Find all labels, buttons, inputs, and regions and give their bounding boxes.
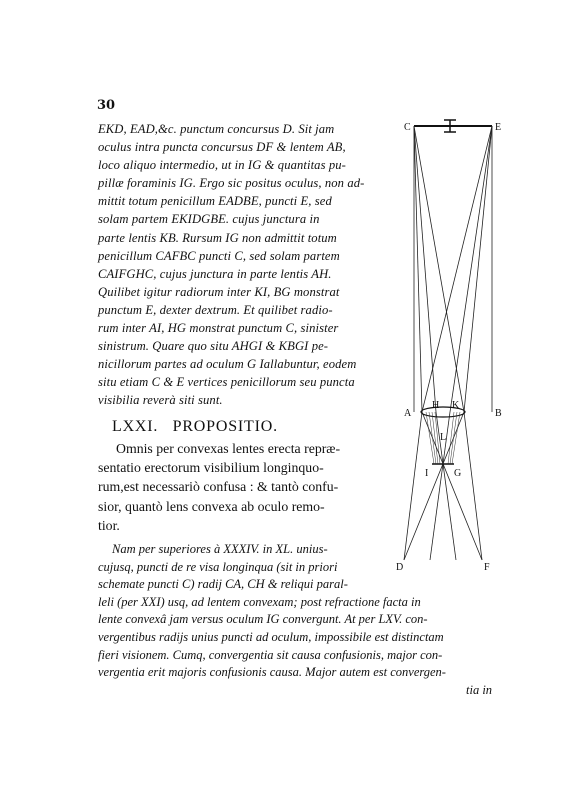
text-line: Nam per superiores à XXXIV. in XL. unius- <box>112 542 328 556</box>
text-line: punctum E, dexter dextrum. Et quilibet radio- <box>98 302 333 317</box>
text-line: parte lentis KB. Rursum IG non admittit totum <box>98 230 337 245</box>
label-h: H <box>432 400 440 411</box>
text-line: leli (per XXI) usq, ad lentem convexam; post refractione facta in <box>98 594 421 609</box>
text-line: CAIFGHC, cujus junctura in parte lentis AH. <box>98 266 332 281</box>
label-g: G <box>454 468 462 479</box>
label-i: I <box>425 468 429 479</box>
text-line: lente convexâ jam versus oculum IG convergunt. At per LXV. con- <box>98 612 428 627</box>
italic-paragraph <box>98 120 402 410</box>
text-line: tior. <box>98 517 120 533</box>
text-line: rum inter AI, HG monstrat punctum C, sinister <box>98 321 339 336</box>
text-line: tia in <box>466 682 493 697</box>
text-line: situ etiam C & E vertices penicillorum seu puncta <box>98 375 355 390</box>
text-line: fieri visionem. Cumq, convergentia sit causa confusionis, major con- <box>98 647 443 662</box>
ray-lines <box>404 126 492 560</box>
label-k: K <box>452 400 460 411</box>
label-a: A <box>404 408 412 419</box>
text-line: Quilibet igitur radiorum inter KI, BG monstrat <box>98 284 340 299</box>
label-e: E <box>495 122 502 133</box>
text-line: sentatio erectorum visibilium longinquo- <box>98 460 324 476</box>
text-line: EKD, EAD,&c. punctum concursus D. Sit jam <box>98 122 335 136</box>
text-line: solam partem EKIDGBE. cujus junctura in <box>98 212 320 227</box>
text-line: visibilia reverà siti sunt. <box>98 393 223 408</box>
label-d: D <box>396 562 404 573</box>
proposition-title: PROPOSITIO. <box>172 418 278 435</box>
proposition-statement <box>98 439 428 535</box>
label-c: C <box>404 122 411 133</box>
text-line: sinistrum. Quare quo situ AHGI & KBGI pe- <box>98 339 329 354</box>
text-line: oculus intra puncta concursus DF & lentem AB, <box>98 140 346 155</box>
label-b: B <box>495 408 502 419</box>
text-line: loco aliquo intermedio, ut in IG & quantitas pu- <box>98 158 346 173</box>
text-line: mittit totum penicillum EADBE, puncti E, sed <box>98 194 332 209</box>
optical-diagram <box>392 112 522 582</box>
label-f: F <box>484 562 490 573</box>
text-line: rum,est necessariò confusa : & tantò confu- <box>98 479 339 495</box>
text-line: schemate puncti C) radij CA, CH & reliqui paral- <box>98 577 348 592</box>
text-line: Omnis per convexas lentes erecta repræ- <box>116 441 341 456</box>
text-line: vergentibus radijs unius puncti ad oculum, impossibile est distinctam <box>98 629 444 644</box>
text-line: cujusq, puncti de re visa longinqua (sit in priori <box>98 559 338 574</box>
proposition-heading <box>112 418 278 436</box>
text-line: pillæ foraminis IG. Ergo sic positus oculus, non ad- <box>98 176 365 191</box>
page-number: 30 <box>97 98 116 113</box>
proposition-number: LXXI. <box>112 418 159 435</box>
label-l: L <box>440 432 447 443</box>
text-line: sior, quantò lens convexa ab oculo remo- <box>98 498 325 514</box>
text-line: vergentia erit majoris confusionis causa. Major autem est convergen- <box>98 665 446 680</box>
text-line: penicillum CAFBC puncti C, sed solam partem <box>98 248 340 263</box>
text-line: nicillorum partes ad oculum G Iallabuntur, eodem <box>98 357 357 372</box>
